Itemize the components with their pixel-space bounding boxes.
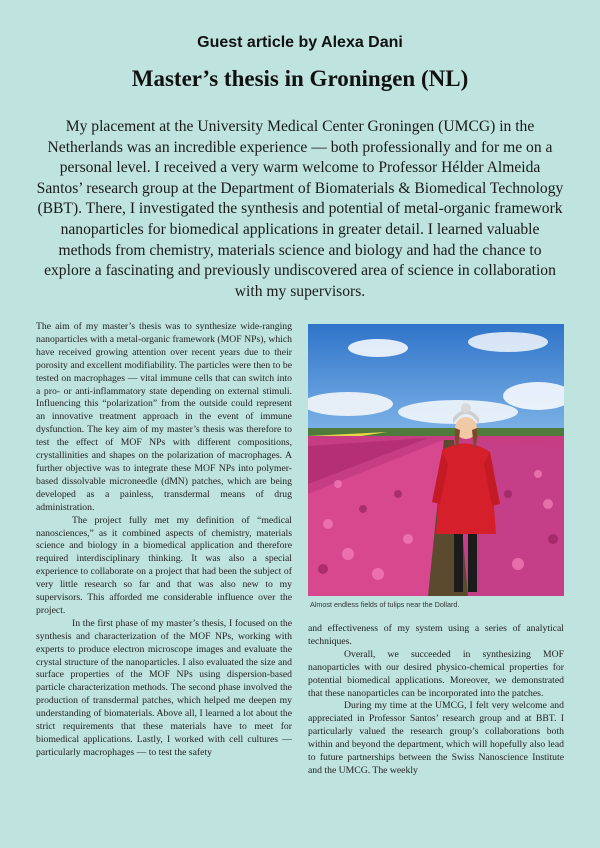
right-paragraph-2: Overall, we succeeded in synthesizing MOF nanoparticles with our desired physico-chemical properties for potential biomedical applications. Moreover, we demonstrated that these nanoparticles can be incorporated into the patches. bbox=[308, 648, 564, 699]
right-column bbox=[308, 623, 564, 778]
article-title: Master’s thesis in Groningen (NL) bbox=[131, 66, 469, 91]
lead-paragraph: My placement at the University Medical Center Groningen (UMCG) in the Netherlands was an incredible experience — both professionally and for me on a personal level. I received a very warm welcome to Professor Hélder Almeida Santos’ research group at the Department of Biomaterials & Biomedical Technology (BBT). There, I investigated the synthesis and potential of metal-organic framework nanoparticles for biomedical applications in greater detail. I learned valuable methods from chemistry, materials science and biology and had the chance to explore a fascinating and previously undiscovered area of science in collaboration with my supervisors. bbox=[36, 118, 564, 300]
photo-caption: Almost endless fields of tulips near the Dollard. bbox=[310, 600, 460, 609]
left-paragraph-3: In the first phase of my master’s thesis, I focused on the synthesis and characterization of the MOF NPs, working with experts to produce electron microscope images and evaluate the crystal structure of the nanoparticles. I also evaluated the size and surface properties of the MOF NPs using dispersion-based particle characterization methods. The second phase involved the production of transdermal patches, which helped me deepen my understanding of biomaterials. Above all, I learned a lot about the strict requirements that these materials have to meet for biomedical applications. Lastly, I worked with cell cultures — particularly macrophages — to test the safety bbox=[36, 617, 292, 758]
article-kicker: Guest article by Alexa Dani bbox=[197, 34, 403, 51]
right-paragraph-3: During my time at the UMCG, I felt very welcome and appreciated in Professor Santos’ research group and at BBT. I particularly valued the research group’s collaborations both within and beyond the department, which will hopefully also lead to future partnerships between the Swiss Nanoscience Institute and the UMCG. The weekly bbox=[308, 700, 564, 776]
left-paragraph-2: The project fully met my definition of “medical nanosciences,” as it combined aspects of chemistry, materials science and biology in a biomedical application and therefore required interdisciplinary thinking. It was also a special experience to collaborate on a project that had been the subject of very little research so far and that was also new to my supervisors. This afforded me considerable influence over the project. bbox=[36, 514, 292, 616]
right-paragraph-1: and effectiveness of my system using a series of analytical techniques. bbox=[308, 623, 564, 647]
left-paragraph-1: The aim of my master’s thesis was to synthesize wide-ranging nanoparticles with a metal-organic framework (MOF NPs), which have received growing attention over recent years due to their porosity and excellent modifiability. The particles were then to be tested on macrophages — vital immune cells that can switch into a pro- or anti-inflammatory state depending on external stimuli. Influencing this “polarization” from the outside could represent an innovative treatment approach in the event of immune dysfunction. The key aim of my master’s thesis was therefore to test the effect of MOF NPs with different compositions, crystallinities and shapes on the polarization of macrophages. A further objective was to integrate these MOF NPs into polymer-based dissolvable microneedle (dMN) patches, which are being developed as a painless, transdermal means of drug administration. bbox=[36, 321, 292, 513]
tulip-field-photo bbox=[308, 324, 564, 596]
left-column bbox=[36, 321, 292, 760]
